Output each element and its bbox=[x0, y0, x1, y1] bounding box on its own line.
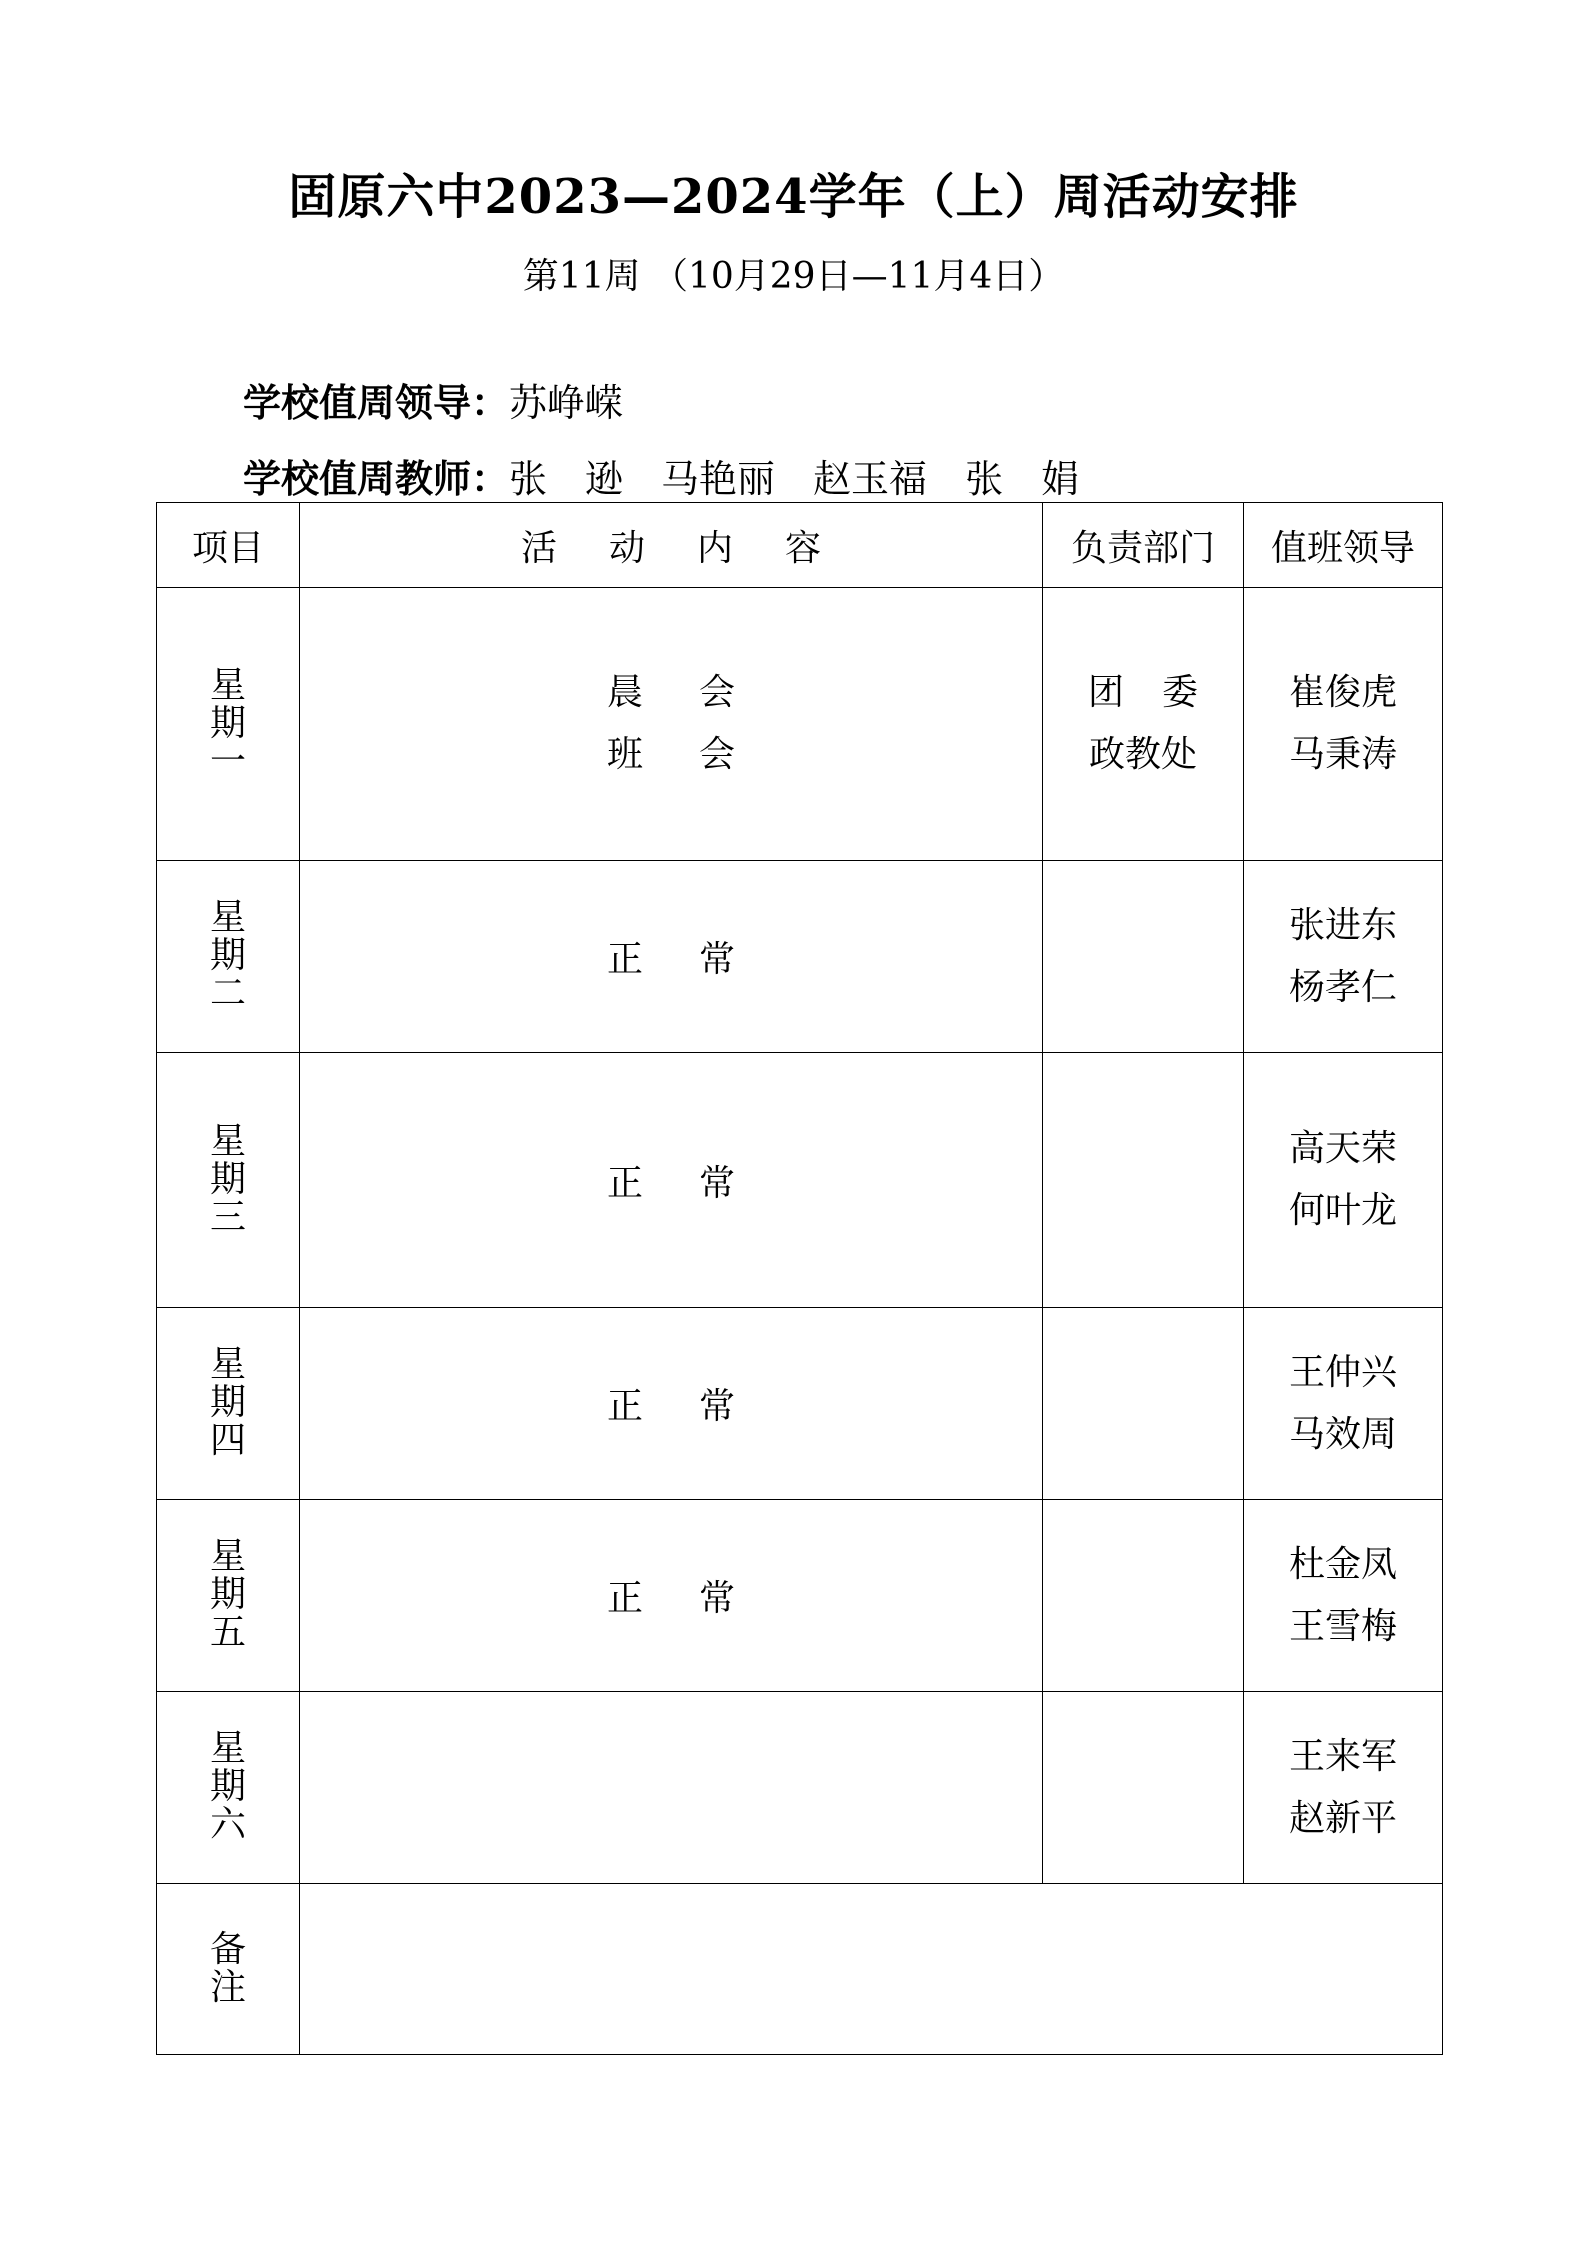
duty-teachers-line bbox=[243, 448, 1079, 503]
leader-cell bbox=[1244, 861, 1443, 1053]
table-row bbox=[157, 1500, 1443, 1692]
leader-name: 张进东 bbox=[1288, 904, 1397, 946]
leader-cell bbox=[1244, 1500, 1443, 1692]
leader-name: 王雪梅 bbox=[1288, 1605, 1397, 1647]
department-cell bbox=[1043, 1053, 1244, 1308]
activity-cell bbox=[300, 1500, 1043, 1692]
duty-teachers-label: 学校值周教师： bbox=[243, 456, 510, 501]
duty-leader-name: 苏峥嵘 bbox=[509, 381, 624, 425]
leader-name: 赵新平 bbox=[1288, 1797, 1397, 1839]
day-cell: 星期一 bbox=[157, 588, 300, 861]
duty-teachers-names bbox=[509, 457, 1079, 501]
department-text: 政教处 bbox=[1088, 734, 1197, 775]
day-cell: 星期六 bbox=[157, 1692, 300, 1884]
leader-name: 崔俊虎 bbox=[1288, 672, 1397, 713]
header-department: 负责部门 bbox=[1043, 503, 1244, 588]
leader-name: 杨孝仁 bbox=[1288, 966, 1397, 1008]
notes-label-cell: 备注 bbox=[157, 1884, 300, 2055]
activity-text: 班会 bbox=[606, 734, 791, 775]
leader-name: 王仲兴 bbox=[1288, 1351, 1397, 1393]
duty-teacher: 张 娟 bbox=[965, 457, 1080, 501]
activity-cell bbox=[300, 1692, 1043, 1884]
header-content: 活动内容 bbox=[300, 503, 1043, 588]
department-cell bbox=[1043, 588, 1244, 861]
leader-cell bbox=[1244, 1053, 1443, 1308]
notes-content-cell bbox=[300, 1884, 1443, 2055]
table-header-row bbox=[157, 503, 1443, 588]
activity-text: 晨会 bbox=[606, 672, 791, 713]
activity-text: 正常 bbox=[606, 1162, 791, 1204]
duty-leader-label: 学校值周领导： bbox=[243, 380, 510, 425]
leader-name: 王来军 bbox=[1288, 1735, 1397, 1777]
day-cell: 星期五 bbox=[157, 1500, 300, 1692]
leader-name: 马效周 bbox=[1288, 1413, 1397, 1455]
leader-cell bbox=[1244, 588, 1443, 861]
department-cell bbox=[1043, 1500, 1244, 1692]
table-row bbox=[157, 1053, 1443, 1308]
table-row bbox=[157, 1308, 1443, 1500]
department-text: 团委 bbox=[1087, 672, 1236, 713]
day-cell: 星期四 bbox=[157, 1308, 300, 1500]
department-cell bbox=[1043, 1692, 1244, 1884]
activity-cell bbox=[300, 861, 1043, 1053]
day-cell: 星期三 bbox=[157, 1053, 300, 1308]
week-subtitle: 第11周 （10月29日—11月4日） bbox=[522, 256, 1065, 297]
department-cell bbox=[1043, 861, 1244, 1053]
table-row bbox=[157, 861, 1443, 1053]
leader-name: 杜金凤 bbox=[1288, 1543, 1397, 1585]
activity-text: 正常 bbox=[606, 1578, 791, 1619]
leader-cell bbox=[1244, 1692, 1443, 1884]
document-title: 固原六中2023—2024学年（上）周活动安排 bbox=[288, 169, 1299, 225]
duty-teacher: 马艳丽 bbox=[661, 457, 776, 501]
activity-text: 正常 bbox=[606, 939, 791, 980]
table-row bbox=[157, 588, 1443, 861]
day-cell: 星期二 bbox=[157, 861, 300, 1053]
leader-name: 高天荣 bbox=[1288, 1128, 1397, 1169]
header-item: 项目 bbox=[157, 503, 300, 588]
notes-row bbox=[157, 1884, 1443, 2055]
table-row bbox=[157, 1692, 1443, 1884]
activity-cell bbox=[300, 1053, 1043, 1308]
leader-name: 何叶龙 bbox=[1288, 1190, 1397, 1231]
department-cell bbox=[1043, 1308, 1244, 1500]
weekly-schedule-table bbox=[156, 502, 1443, 2055]
duty-teacher: 张 逊 bbox=[509, 457, 624, 501]
activity-text: 正常 bbox=[606, 1386, 791, 1427]
leader-name: 马秉涛 bbox=[1288, 734, 1397, 775]
activity-cell bbox=[300, 1308, 1043, 1500]
header-leader: 值班领导 bbox=[1244, 503, 1443, 588]
leader-cell bbox=[1244, 1308, 1443, 1500]
duty-leader-line bbox=[243, 372, 623, 427]
duty-teacher: 赵玉福 bbox=[813, 457, 928, 501]
activity-cell bbox=[300, 588, 1043, 861]
